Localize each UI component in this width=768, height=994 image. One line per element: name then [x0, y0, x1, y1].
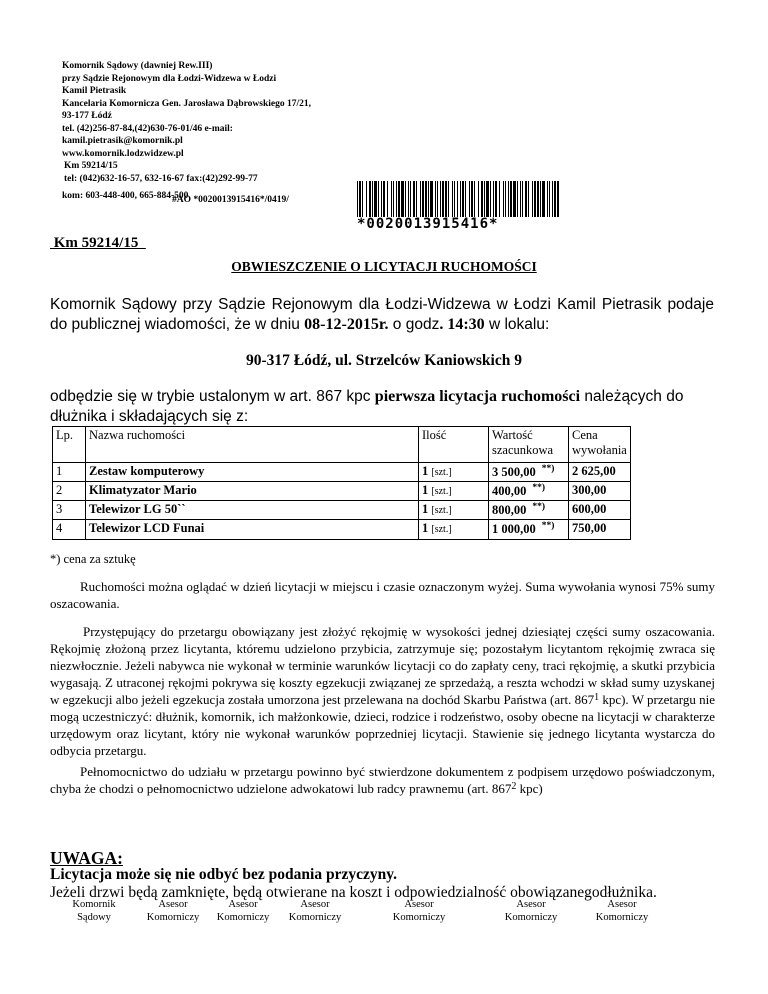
value-amount: 1 000,00	[492, 522, 536, 537]
col-header-name: Nazwa ruchomości	[86, 427, 419, 463]
auction-date: 08-12-2015r.	[304, 316, 389, 333]
header-line: kamil.pietrasik@komornik.pl	[62, 136, 183, 146]
header-line: Kancelaria Komornicza Gen. Jarosława Dąbrowskiego 17/21,	[62, 98, 312, 109]
case-number: Km 59214/15	[50, 235, 146, 251]
col-header-qty: Ilość	[419, 427, 489, 463]
proxy-text: Pełnomocnictwo do udziału w przetargu powinno być stwierdzone dokumentem z podpisem urzędowo poświadczonym, chyba że chodzi o pełnomocnictwo udzielone adwokatowi lub radcy prawnemu (art. 867	[50, 764, 715, 796]
value-mark: **)	[532, 502, 546, 513]
cell-value	[489, 463, 569, 482]
cell-lp: 3	[53, 501, 86, 520]
mode-paragraph	[50, 387, 730, 427]
header-line: Km 59214/15	[64, 161, 118, 171]
header-line: tel: (042)632-16-57, 632-16-67 fax:(42)292-99-77	[64, 173, 258, 184]
cell-name: Klimatyzator Mario	[86, 482, 419, 501]
signature-title: Komornik	[72, 899, 116, 910]
value-amount: 400,00	[492, 484, 527, 499]
cell-price: 750,00	[569, 520, 631, 539]
proxy-paragraph	[50, 763, 715, 797]
value-mark: **)	[541, 464, 555, 474]
signature-title: Komorniczy	[146, 912, 200, 923]
viewing-paragraph: Ruchomości można oglądać w dzień licytacji w miejscu i czasie oznaczonym wyżej. Suma wywołania wynosi 75% sumy oszacowania.	[50, 579, 715, 611]
qty-unit: [szt.]	[431, 524, 452, 536]
qty-value: 1	[422, 483, 429, 498]
col-header-value: Wartość szacunkowa	[489, 427, 569, 463]
footnote: *) cena za sztukę	[50, 552, 136, 566]
mode-text: należących do dłużnika i składających się z:	[50, 388, 684, 425]
header-line: Kamil Pietrasik	[62, 86, 127, 96]
qty-value: 1	[422, 464, 429, 478]
signature-block	[386, 898, 452, 924]
cell-lp: 2	[53, 482, 86, 501]
table-row	[53, 520, 631, 539]
signature-title: Asesor	[300, 899, 330, 910]
header-line: przy Sądzie Rejonowym dla Łodzi-Widzewa w Łodzi	[62, 73, 277, 84]
table-row	[53, 501, 631, 520]
cell-value	[489, 501, 569, 520]
qty-value: 1	[422, 521, 429, 536]
qty-unit: [szt.]	[431, 486, 452, 498]
cell-lp: 4	[53, 520, 86, 539]
signature-title: Komorniczy	[595, 912, 649, 923]
cell-qty	[419, 463, 489, 482]
header-line: www.komornik.lodzwidzew.pl	[62, 148, 184, 159]
deposit-text: kpc). W przetargu nie mogą uczestniczyć: dłużnik, komornik, ich małżonkowie, dzieci, rodzice i rodzeństwo, osoby obecne na licytacji w charakterze urzędowym oraz licytant, który nie wykonał warunków poprzedniej licytacji. Stawienie się jednego licytanta wystarcza do odbycia przetargu.	[50, 692, 715, 758]
cell-value	[489, 520, 569, 539]
signature-block	[140, 898, 206, 924]
signature-block	[210, 898, 276, 924]
cell-qty	[419, 520, 489, 539]
cell-qty	[419, 501, 489, 520]
cell-price: 600,00	[569, 501, 631, 520]
signature-title: Asesor	[516, 899, 546, 910]
deposit-paragraph	[50, 623, 715, 759]
notice-line: Jeżeli drzwi będą zamknięte, będą otwierane na koszt i odpowiedzialność obowiązanegodłużnika.	[50, 884, 657, 901]
table-row	[53, 463, 631, 482]
value-mark: **)	[541, 521, 555, 532]
signature-block	[498, 898, 564, 924]
value-amount: 3 500,00	[492, 465, 536, 480]
auction-kind: pierwsza licytacja ruchomości	[374, 388, 581, 405]
proxy-text: kpc)	[516, 781, 543, 796]
value-mark: **)	[532, 483, 546, 494]
signature-title: Komorniczy	[288, 912, 342, 923]
signature-title: Komorniczy	[216, 912, 270, 923]
signature-block	[589, 898, 655, 924]
deposit-text: Przystępujący do przetargu obowiązany jest złożyć rękojmię w wysokości jednej dziesiątej części sumy oszacowania. Rękojmię złożoną przez licytanta, któremu udzielono przybicia, zatrzymuje się; pozostałym licytantom rękojmię zwraca się niezwłocznie. Jeżeli nabywca nie wykonał w terminie warunków licytacji co do zapłaty ceny, traci rękojmię, a skutki przybicia wygasają. Z utraconej rękojmi pokrywa się koszty egzekucji związanej ze sprzedażą, a reszta wchodzi w skład sumy uzyskanej w egzekucji albo jeżeli egzekucja została umorzona jest przelewana na dochód Skarbu Państwa (art. 867	[50, 624, 715, 707]
signature-title: Komorniczy	[392, 912, 446, 923]
signature-block	[64, 898, 124, 924]
superscript: 2	[511, 781, 517, 792]
document-title: OBWIESZCZENIE O LICYTACJI RUCHOMOŚCI	[231, 259, 537, 274]
barcode	[357, 181, 562, 231]
cell-value	[489, 482, 569, 501]
intro-text: w lokalu:	[484, 316, 550, 333]
header-line: 93-177 Łódź	[62, 111, 112, 121]
mode-text: odbędzie się w trybie ustalonym w art. 867 kpc	[50, 388, 375, 405]
signature-title: Asesor	[404, 899, 434, 910]
header-kom: kom: 603-448-400, 665-884-500	[62, 191, 189, 201]
intro-paragraph	[50, 295, 714, 335]
table-row	[53, 482, 631, 501]
signature-title: Asesor	[607, 899, 637, 910]
qty-unit: [szt.]	[431, 467, 452, 478]
col-header-price: Cena wywołania	[569, 427, 631, 463]
signature-title: Sądowy	[77, 912, 111, 923]
signature-title: Asesor	[228, 899, 258, 910]
signature-title: Komorniczy	[504, 912, 558, 923]
header-line: Komornik Sądowy (dawniej Rew.III)	[62, 61, 213, 71]
cell-name: Telewizor LG 50``	[86, 501, 419, 520]
intro-text: o godz	[388, 316, 440, 333]
cell-qty	[419, 482, 489, 501]
barcode-stripe	[559, 181, 560, 217]
value-amount: 800,00	[492, 503, 527, 518]
cell-price: 300,00	[569, 482, 631, 501]
auction-time: . 14:30	[439, 316, 485, 333]
ao-code: #AO *0020013915416*/0419/	[172, 195, 289, 205]
qty-value: 1	[422, 502, 429, 517]
cell-name: Zestaw komputerowy	[86, 463, 419, 482]
header-line: tel. (42)256-87-84,(42)630-76-01/46 e-mail:	[62, 123, 233, 134]
barcode-text: *0020013915416*	[357, 216, 499, 232]
intro-text: Komornik Sądowy przy Sądzie Rejonowym dla Łodzi-Widzewa w Łodzi Kamil Pietrasik podaje do publicznej wiadomości, że w dniu	[50, 296, 714, 333]
notice-heading: UWAGA:	[50, 848, 123, 868]
cell-lp: 1	[53, 463, 86, 482]
bailiff-header	[62, 60, 311, 203]
barcode-bars	[357, 181, 562, 217]
superscript: 1	[594, 692, 600, 703]
signature-block	[282, 898, 348, 924]
items-table	[52, 426, 631, 540]
cell-name: Telewizor LCD Funai	[86, 520, 419, 539]
col-header-lp: Lp.	[53, 427, 86, 463]
notice-line: Licytacja może się nie odbyć bez podania przyczyny.	[50, 866, 397, 883]
signature-title: Asesor	[158, 899, 188, 910]
auction-address: 90-317 Łódź, ul. Strzelców Kaniowskich 9	[246, 352, 522, 369]
cell-price: 2 625,00	[569, 463, 631, 482]
table-header-row	[53, 427, 631, 463]
qty-unit: [szt.]	[431, 505, 452, 517]
